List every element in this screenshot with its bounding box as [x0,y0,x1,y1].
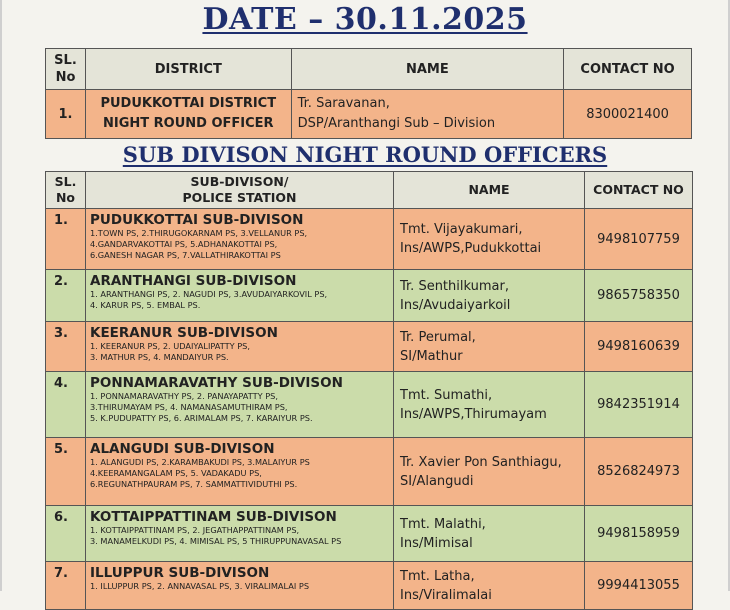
police-station-line: 1. KOTTAIPPATTINAM PS, 2. JEGATHAPPATTINAM PS, [90,525,300,535]
subdivision-name: PONNAMARAVATHY SUB-DIVISON [90,375,343,391]
subdivision-title: SUB DIVISON NIGHT ROUND OFFICERS [122,142,608,167]
subdivision-row [46,209,693,270]
header-district: DISTRICT [85,49,291,90]
row-sl: 2. [46,270,86,322]
header-contact: CONTACT NO [564,49,692,90]
district-cell [85,90,291,139]
officer-name-cell [394,562,585,610]
subdivision-name: KOTTAIPPATTINAM SUB-DIVISON [90,509,337,525]
district-name-line1: Tr. Saravanan, [297,96,390,111]
district-name-line2: DSP/Aranthangi Sub – Division [297,116,496,131]
header-name: NAME [291,49,563,90]
officer-name-line2: Ins/AWPS,Thirumayam [400,406,547,422]
officer-name-cell [394,322,585,372]
district-table-header [46,49,692,90]
officer-name-line1: Tr. Senthilkumar, [400,278,509,294]
district-line1: PUDUKKOTTAI DISTRICT [100,96,277,111]
police-station-line: 4. KARUR PS, 5. EMBAL PS. [90,300,201,310]
district-row [46,90,692,139]
officer-name-line2: Ins/Avudaiyarkoil [400,297,511,313]
row-sl: 1. [46,209,86,270]
subdivision-name: PUDUKKOTTAI SUB-DIVISON [90,212,304,228]
subdivision-name: ARANTHANGI SUB-DIVISON [90,273,297,289]
subdivision-row [46,562,693,610]
police-station-line: 1. KEERANUR PS, 2. UDAIYALIPATTY PS, [90,341,250,351]
officer-name-line1: Tmt. Malathi, [400,516,486,532]
police-station-line: 6.GANESH NAGAR PS, 7.VALLATHIRAKOTTAI PS [90,250,281,260]
officer-name-line1: Tr. Perumal, [400,329,476,345]
officer-name-line2: Ins/AWPS,Pudukkottai [400,241,542,256]
officer-name-cell [394,438,585,506]
subdivision-cell [86,438,394,506]
officer-name-line2: Ins/Viralimalai [400,587,492,603]
officer-contact: 9865758350 [585,270,693,322]
police-station-line: 4.KEERAMANGALAM PS, 5. VADAKADU PS, [90,468,262,478]
district-name-cell [291,90,563,139]
officer-contact: 9994413055 [585,562,693,610]
subdivision-name: ALANGUDI SUB-DIVISON [90,441,275,457]
police-station-line: 3. MATHUR PS, 4. MANDAIYUR PS. [90,352,229,362]
row-sl: 6. [46,506,86,562]
row-sl: 3. [46,322,86,372]
police-station-line: 6.REGUNATHPAURAM PS, 7. SAMMATTIVIDUTHI PS. [90,479,298,489]
sub-header-contact: CONTACT NO [585,172,693,209]
subdivision-cell [86,322,394,372]
police-station-line: 3.THIRUMAYAM PS, 4. NAMANASAMUTHIRAM PS, [90,402,288,412]
subdivision-cell [86,372,394,438]
subdivision-cell [86,562,394,610]
officer-name-line2: SI/Alangudi [400,473,474,489]
officer-contact: 9498160639 [585,322,693,372]
police-station-line: 4.GANDARVAKOTTAI PS, 5.ADHANAKOTTAI PS, [90,239,278,249]
subdivision-table [45,171,693,610]
officer-name-line2: SI/Mathur [400,348,463,364]
officer-name-cell [394,372,585,438]
police-station-line: 3. MANAMELKUDI PS, 4. MIMISAL PS, 5 THIRUPPUNAVASAL PS [90,536,342,546]
sub-header-subdivision-line1: SUB-DIVISON/ [190,174,289,189]
subdivision-row [46,372,693,438]
subdivision-cell [86,506,394,562]
sub-header-sl: SL. No [46,172,86,209]
officer-contact: 8526824973 [585,438,693,506]
sub-header-subdivision [86,172,394,209]
officer-contact: 9842351914 [585,372,693,438]
subdivision-row [46,270,693,322]
officer-name-cell [394,506,585,562]
officer-contact: 9498158959 [585,506,693,562]
officer-name-line1: Tmt. Sumathi, [400,387,493,403]
police-station-line: 1. PONNAMARAVATHY PS, 2. PANAYAPATTY PS, [90,391,278,401]
district-contact: 8300021400 [564,90,692,139]
police-station-line: 1. ILLUPPUR PS, 2. ANNAVASAL PS, 3. VIRALIMALAI PS [90,581,310,591]
police-station-line: 1.TOWN PS, 2.THIRUGOKARNAM PS, 3.VELLANUR PS, [90,228,308,238]
district-officer-table [45,48,692,139]
row-sl: 5. [46,438,86,506]
subdivision-cell [86,270,394,322]
subdivision-cell [86,209,394,270]
sub-header-name: NAME [394,172,585,209]
police-station-line: 1. ALANGUDI PS, 2.KARAMBAKUDI PS, 3.MALAIYUR PS [90,457,310,467]
officer-contact: 9498107759 [585,209,693,270]
officer-name-line1: Tmt. Latha, [400,568,475,584]
district-sl: 1. [46,90,86,139]
subdivision-row [46,322,693,372]
row-sl: 4. [46,372,86,438]
officer-name-line1: Tr. Xavier Pon Santhiagu, [400,454,562,470]
subdivision-row [46,506,693,562]
subdivision-name: ILLUPPUR SUB-DIVISON [90,565,270,581]
sub-header-subdivision-line2: POLICE STATION [182,190,297,205]
subdivision-table-header [46,172,693,209]
officer-name-line2: Ins/Mimisal [400,535,473,551]
police-station-line: 5. K.PUDUPATTY PS, 6. ARIMALAM PS, 7. KARAIYUR PS. [90,413,313,423]
subdivision-table-body [46,209,693,610]
subdivision-name: KEERANUR SUB-DIVISON [90,325,278,341]
header-sl: SL. No [46,49,86,90]
officer-name-cell [394,209,585,270]
officer-name-cell [394,270,585,322]
officer-name-line1: Tmt. Vijayakumari, [400,222,523,237]
row-sl: 7. [46,562,86,610]
subdivision-row [46,438,693,506]
date-title: DATE – 30.11.2025 [202,2,528,37]
district-line2: NIGHT ROUND OFFICER [103,116,274,131]
police-station-line: 1. ARANTHANGI PS, 2. NAGUDI PS, 3.AVUDAIYARKOVIL PS, [90,289,328,299]
